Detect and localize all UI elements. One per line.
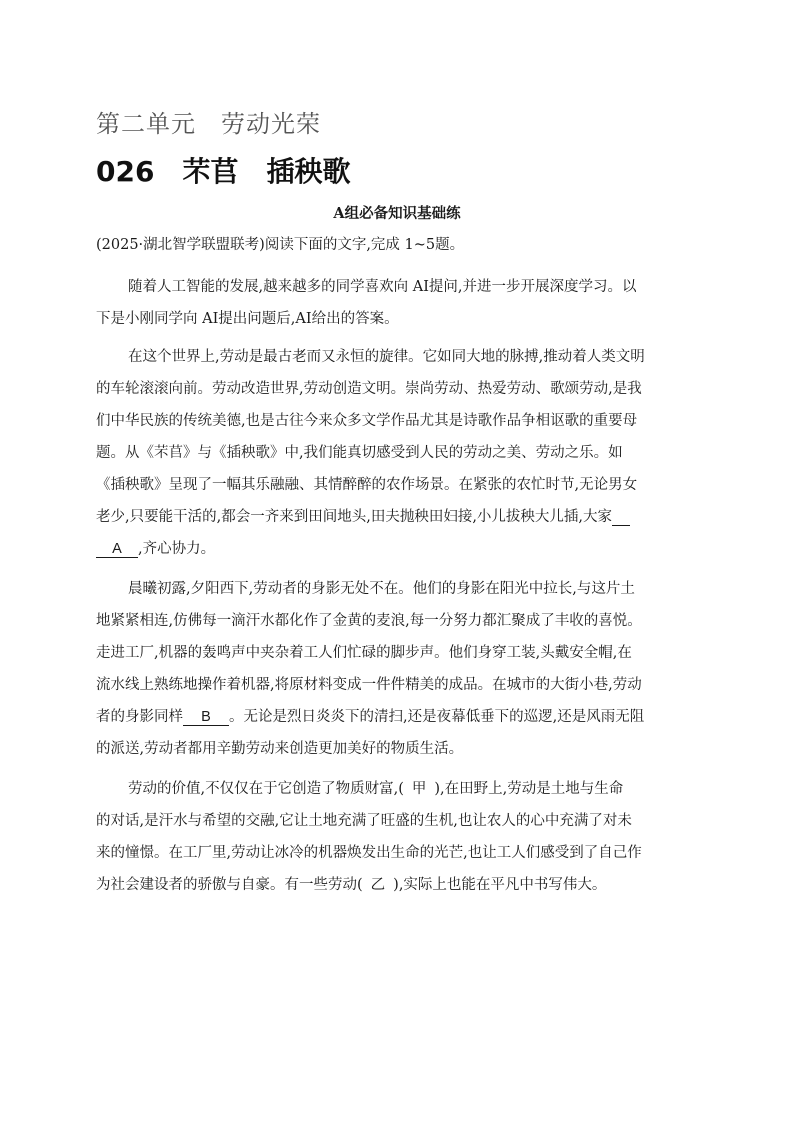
source-line: (2025·湖北智学联盟联考)阅读下面的文字,完成 1~5题。 [96,237,465,253]
para3-line [128,780,696,798]
para1-text: 老少,只要能干活的,都会一齐来到田间地头,田夫抛秧田妇接,小儿拔秧大儿插,大家 [96,509,613,525]
para3-line [96,876,696,894]
para1-line: 在这个世界上,劳动是最古老而又永恒的旋律。它如同大地的脉搏,推动着人类文明 [128,349,645,365]
intro-line: 随着人工智能的发展,越来越多的同学喜欢向 AI提问,并进一步开展深度学习。以 [128,279,637,295]
para1-line: 们中华民族的传统美德,也是古往今来众多文学作品尤其是诗歌作品争相讴歌的重要母 [96,413,638,429]
lesson-title: 026 芣苢 插秧歌 [96,155,351,188]
blank-a: A [96,541,138,558]
section-heading: A组必备知识基础练 [333,205,461,222]
para3-line: 来的憧憬。在工厂里,劳动让冰冷的机器焕发出生命的光芒,也让工人们感受到了自己作 [96,845,642,861]
para3-text: 为社会建设者的骄傲与自豪。有一些劳动( [96,877,363,893]
para3-text: ),实际上也能在平凡中书写伟大。 [393,877,607,893]
unit-title: 第二单元 劳动光荣 [96,110,321,138]
blank-yi: 乙 [370,877,386,893]
para2-line [96,708,696,726]
para2-line: 流水线上熟练地操作着机器,将原材料变成一件件精美的成品。在城市的大街小巷,劳动 [96,677,642,693]
para3-line: 的对话,是汗水与希望的交融,它让土地充满了旺盛的生机,也让农人的心中充满了对未 [96,813,632,829]
para2-text: 者的身影同样 [96,709,183,725]
para3-text: ),在田野上,劳动是土地与生命 [434,781,624,797]
para1-line: 的车轮滚滚向前。劳动改造世界,劳动创造文明。崇尚劳动、热爱劳动、歌颂劳动,是我 [96,381,642,397]
para1-tail: ,齐心协力。 [138,541,216,557]
para2-line: 地紧紧相连,仿佛每一滴汗水都化作了金黄的麦浪,每一分努力都汇聚成了丰收的喜悦。 [96,613,642,629]
para2-line: 走进工厂,机器的轰鸣声中夹杂着工人们忙碌的脚步声。他们身穿工装,头戴安全帽,在 [96,645,632,661]
para2-line: 的派送,劳动者都用辛勤劳动来创造更加美好的物质生活。 [96,741,464,757]
para1-line [96,540,696,558]
para1-line: 《插秧歌》呈现了一幅其乐融融、其情醉醉的农作场景。在紧张的农忙时节,无论男女 [96,477,638,493]
para3-text: 劳动的价值,不仅仅在于它创造了物质财富,( [128,781,404,797]
blank-jia: 甲 [411,781,427,797]
para2-text: 。无论是烈日炎炎下的清扫,还是夜幕低垂下的巡逻,还是风雨无阻 [229,709,645,725]
intro-line: 下是小刚同学向 AI提出问题后,AI给出的答案。 [96,311,399,327]
blank-a-underline-start [612,509,630,526]
blank-b: B [183,709,229,726]
para1-line: 题。从《芣苢》与《插秧歌》中,我们能真切感受到人民的劳动之美、劳动之乐。如 [96,445,623,461]
para2-line: 晨曦初露,夕阳西下,劳动者的身影无处不在。他们的身影在阳光中拉长,与这片土 [128,581,635,597]
para1-line [96,508,696,526]
